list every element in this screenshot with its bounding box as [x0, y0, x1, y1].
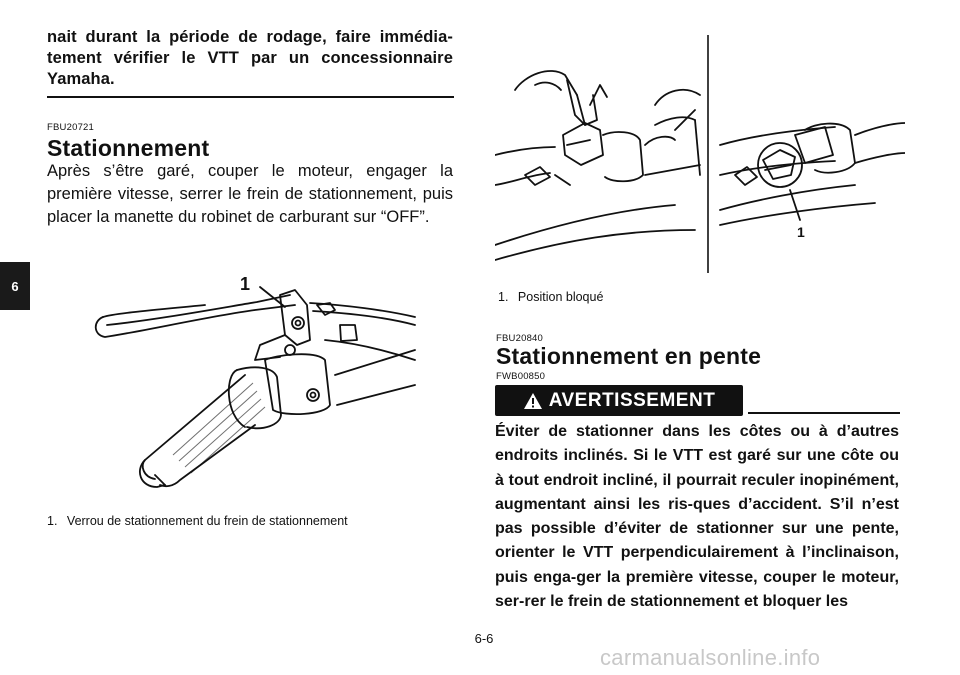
warning-triangle-icon: [523, 392, 543, 410]
warning-badge: [495, 385, 743, 416]
caption-number: 1.: [47, 514, 58, 528]
warning-paragraph: Éviter de stationner dans les côtes ou à d’autres endroits inclinés. Si le VTT est garé sur une côte ou à tout endroit incliné, il pourrait reculer inopinément, augmentant ainsi les ris-ques d’accident. S’il n’est pas possible d’éviter de stationner sur une pente, orienter le VTT perpendiculairement à l’inclinaison, puis enga-ger la première vitesse, couper le moteur, ser-rer le frein de stationnement et bloquer les: [495, 423, 899, 611]
page-number: 6-6: [474, 631, 494, 646]
body-paragraph: Après s’être garé, couper le moteur, engager la première vitesse, serrer le frein de stationnement, puis placer la manette du robinet de carburant sur “OFF”.: [47, 162, 453, 226]
watermark: carmanualsonline.info: [600, 645, 821, 670]
section-title: Stationnement: [47, 135, 210, 161]
left-figure-caption: [47, 514, 348, 528]
caption-text: Position bloqué: [517, 290, 604, 304]
caption-number: 1.: [498, 290, 509, 304]
lock-position-illustration: [495, 35, 905, 275]
chapter-tab-label: 6: [11, 278, 19, 294]
left-figure-callout: 1: [240, 274, 251, 294]
right-figure-callout: 1: [797, 224, 805, 240]
warning-code: FWB00850: [496, 371, 546, 382]
warning-rule: [748, 412, 900, 414]
parking-brake-lock-illustration: [85, 265, 420, 505]
section-divider: [47, 96, 454, 98]
section-title: Stationnement en pente: [496, 343, 762, 369]
section-code: FBU20721: [47, 122, 95, 133]
section-code: FBU20840: [496, 333, 544, 344]
chapter-tab: [0, 262, 30, 310]
lead-paragraph: nait durant la période de rodage, faire immédia-tement vérifier le VTT par un concessionnaire Yamaha.: [47, 28, 453, 88]
caption-text: Verrou de stationnement du frein de stationnement: [66, 514, 348, 528]
right-figure-caption: [498, 290, 603, 304]
warning-label: AVERTISSEMENT: [548, 389, 716, 411]
